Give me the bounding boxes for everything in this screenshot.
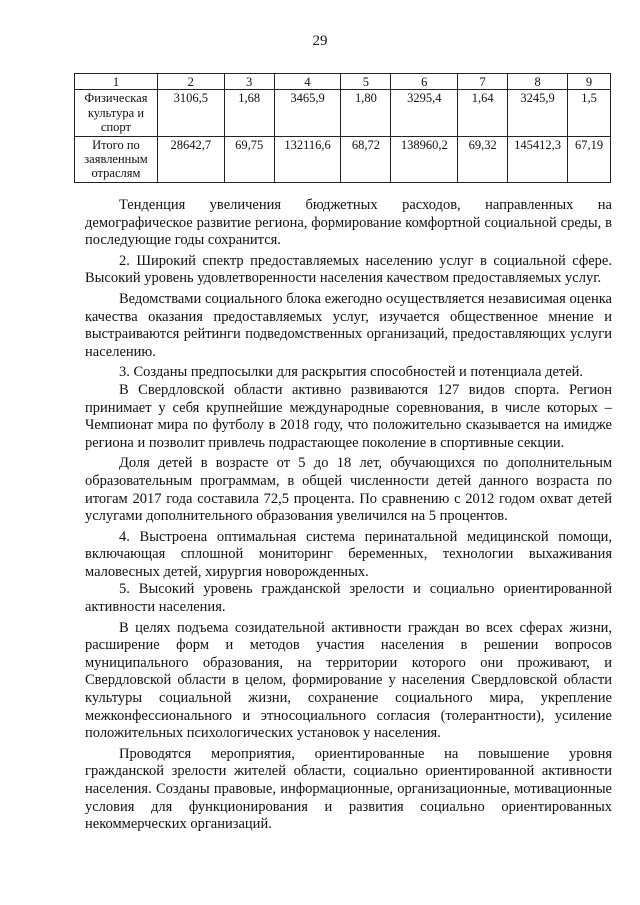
table-cell: 68,72 [341, 136, 391, 182]
table-cell: 145412,3 [508, 136, 568, 182]
table-header-cell: 1 [75, 74, 158, 90]
table-cell: 3465,9 [274, 90, 341, 136]
table-cell: 1,80 [341, 90, 391, 136]
table-cell: 1,64 [458, 90, 508, 136]
budget-table [74, 73, 611, 183]
paragraph: 5. Высокий уровень гражданской зрелости и социально ориентированной активности населения. [85, 581, 612, 616]
table-header-cell: 9 [568, 74, 611, 90]
table-cell: 138960,2 [391, 136, 458, 182]
table-cell: 67,19 [568, 136, 611, 182]
table-header-cell: 2 [157, 74, 224, 90]
table-cell: 69,32 [458, 136, 508, 182]
paragraph: В Свердловской области активно развиваются 127 видов спорта. Регион принимает у себя крупнейшие международные соревнования, в числе которых – Чемпионат мира по футболу в 2018 году, что положительно сказывается на имидже региона и позволит привлечь подрастающее поколение в спортивные секции. [85, 381, 612, 451]
paragraph: Доля детей в возрасте от 5 до 18 лет, обучающихся по дополнительным образовательным программам, в общей численности детей данного возраста по итогам 2017 года составила 72,5 процента. По сравнению с 2012 годом охват детей услугами дополнительного образования увеличился на 5 процентов. [85, 455, 612, 525]
table-header-row [75, 74, 611, 90]
paragraph: 4. Выстроена оптимальная система перинатальной медицинской помощи, включающая сплошной мониторинг беременных, технологии выхаживания маловесных детей, хирургия новорожденных. [85, 528, 612, 580]
table-cell: 28642,7 [157, 136, 224, 182]
paragraph: В целях подъема созидательной активности граждан во всех сферах жизни, расширение форм и методов участия населения в решении вопросов муниципального образования, на территории которого они проживают, и Свердловской области в целом, формирование у населения Свердловской области культуры социальной жизни, сохранение социального мира, укрепление межконфессионального и этносоциального согласия (толерантности), усиление положительных психологических установок у населения. [85, 619, 612, 742]
body-text [85, 197, 612, 837]
table-cell: 69,75 [224, 136, 274, 182]
table-header-cell: 6 [391, 74, 458, 90]
table-cell: 1,5 [568, 90, 611, 136]
table-header-cell: 7 [458, 74, 508, 90]
table-cell: 3295,4 [391, 90, 458, 136]
row-label-cell: Физическая культура и спорт [75, 90, 158, 136]
table-header-cell: 3 [224, 74, 274, 90]
row-label-cell: Итого по заявленным отраслям [75, 136, 158, 182]
paragraph: Ведомствами социального блока ежегодно осуществляется независимая оценка качества оказания предоставляемых услуг, изучается общественное мнение и выстраиваются рейтинги подведомственных организаций, предоставляющих услуги населению. [85, 290, 612, 360]
table-header-cell: 5 [341, 74, 391, 90]
table-header-cell: 4 [274, 74, 341, 90]
table-cell: 132116,6 [274, 136, 341, 182]
page-number: 29 [312, 33, 328, 49]
paragraph: Проводятся мероприятия, ориентированные на повышение уровня гражданской зрелости жителей области, социально ориентированной активности населения. Созданы правовые, информационные, организационные, мотивационные условия для функционирования и развития социально ориентированных некоммерческих организаций. [85, 745, 612, 833]
table-cell: 3106,5 [157, 90, 224, 136]
table-row-sport [75, 90, 611, 136]
paragraph: 2. Широкий спектр предоставляемых населению услуг в социальной сфере. Высокий уровень удовлетворенности населения качеством предоставляемых услуг. [85, 252, 612, 287]
paragraph: 3. Созданы предпосылки для раскрытия способностей и потенциала детей. [119, 364, 584, 381]
table-cell: 1,68 [224, 90, 274, 136]
table-row-total [75, 136, 611, 182]
table-header-cell: 8 [508, 74, 568, 90]
paragraph: Тенденция увеличения бюджетных расходов, направленных на демографическое развитие региона, формирование комфортной социальной среды, в последующие годы сохранится. [85, 197, 612, 249]
table-cell: 3245,9 [508, 90, 568, 136]
